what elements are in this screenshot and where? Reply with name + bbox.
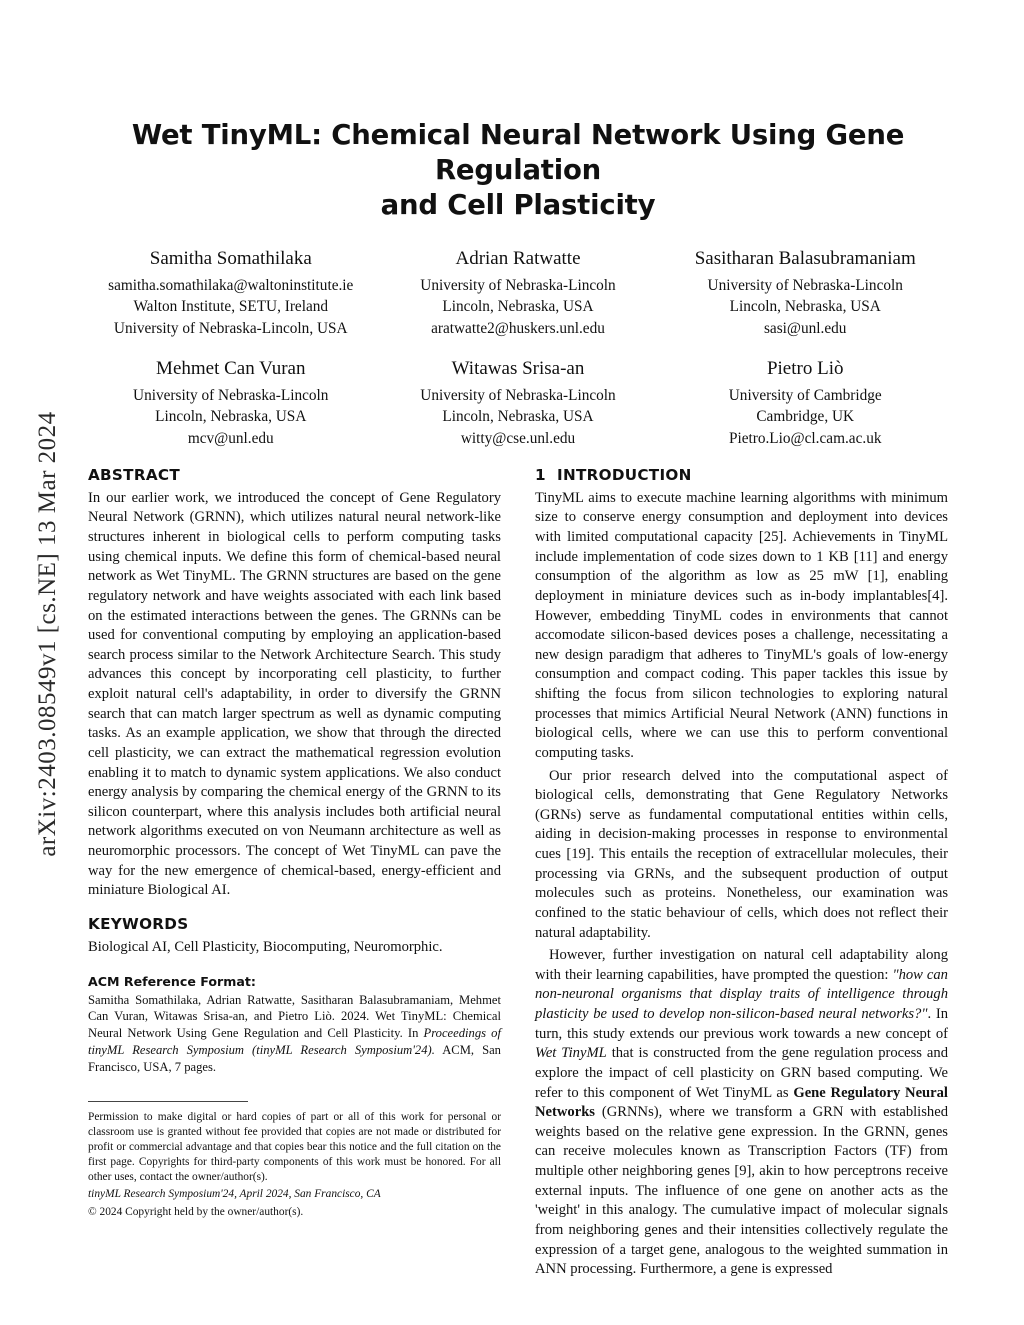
two-column-body [88,466,948,1283]
intro-paragraph-2: Our prior research delved into the computational aspect of biological cells, demonstrating that Gene Regulatory Networks (GRNs) serve as fundamental computational entities within cells, aiding in decision-making processes in response to environmental cues [19]. This entails the reception of extracellular molecules, their processing via GRNs, and the subsequent production of output molecules such as proteins. Nonetheless, our examination was confined to the static behaviour of cells, which does not reflect their natural adaptability. [535,767,948,941]
author-name: Samitha Somathilaka [149,247,312,269]
title-line-1: Wet TinyML: Chemical Neural Network Using Gene Regulation [131,119,905,187]
intro-paragraph-1: TinyML aims to execute machine learning algorithms with minimum size to conserve energy consumption and deployment into devices with limited computational capacity [25]. Achievements in TinyML include implementation of code sizes down to 1 KB [11] and energy consumption of the algorithm as low as 25 mW [1], enabling deployment in miniature devices such as in-body implantables[4]. However, embedding TinyML codes in environments that cannot accomodate silicon-based devices poses a challenge, necessitating a new design paradigm that adheres to TinyML's goals of low-energy consumption and compact coding. This paper tackles this issue by shifting the focus from silicon technologies to exploring natural processes that mimics Artificial Neural Network (ANN) functions in biological cells, where we can use this to perform conventional computing tasks. [535,489,948,761]
author-affiliation-line: University of Nebraska-Lincoln [133,386,329,404]
acm-ref-part-1: Samitha Somathilaka, Adrian Ratwatte, Sasitharan Balasubramaniam, Mehmet Can Vuran, Witawas Srisa-an, and Pietro Liò. 2024. Wet TinyML: Chemical Neural Network Using Gene Regulation and Cell Plasticity. In [88,992,501,1041]
author-affiliation-line: Lincoln, Nebraska, USA [729,298,881,316]
page-title [88,118,948,224]
author-affiliation-line: Lincoln, Nebraska, USA [442,298,594,316]
author-entry [662,246,948,340]
author-affiliation-line: Pietro.Lio@cl.cam.ac.uk [728,430,882,448]
license-permission-text: Permission to make digital or hard copies of part or all of this work for personal or classroom use is granted without fee provided that copies are not made or distributed for profit or commercial advantage and that copies bear this notice and the full citation on the first page. Copyrights for third-party components of this work must be honored. For all other uses, contact the owner/author(s). [88,1111,501,1184]
author-affiliation-line: Walton Institute, SETU, Ireland [133,298,329,316]
acm-ref-part-2: ACM, San Francisco, USA, 7 pages. [88,1042,501,1074]
author-affiliation-line: mcv@unl.edu [187,430,274,448]
acm-ref-venue: Proceedings of tinyML Research Symposium (tinyML Research Symposium'24). [88,1026,501,1057]
author-entry [375,246,661,340]
author-affiliation-line: University of Nebraska-Lincoln [420,276,616,294]
author-name: Adrian Ratwatte [455,247,581,269]
author-entry [88,246,374,340]
author-name: Pietro Liò [766,357,844,379]
acm-reference-format-heading: ACM Reference Format: [88,973,256,989]
author-affiliation-line: University of Nebraska-Lincoln [707,276,903,294]
abstract-heading: ABSTRACT [88,465,180,484]
section-title: INTRODUCTION [557,465,692,484]
license-copyright-text: © 2024 Copyright held by the owner/author(s). [88,1205,304,1218]
paper-content [88,118,948,1283]
author-affiliation-line: University of Nebraska-Lincoln, USA [113,319,348,337]
author-row-1 [88,246,948,340]
intro-p3-part-c: that is constructed from the gene regulation process and explore the impact of cell plasticity on GRN based computing. We refer to this component of Wet TinyML as [535,1045,948,1101]
author-affiliation-line: Cambridge, UK [756,408,855,426]
keywords-heading: KEYWORDS [88,914,189,933]
author-entry [375,356,661,450]
intro-p3-part-d: (GRNNs), where we transform a GRN with established weights based on the relative gene expression. In the GRNN, genes can receive molecules known as Transcription Factors (TF) from multiple other neighboring genes [9], akin to how perceptrons receive external inputs. The influence of one gene on another acts as the 'weight' in this analogy. The cumulative impact of molecular signals from neighboring genes and their intensities collectively regulate the expression of a target gene, analogous to the weighted summation in ANN processing. Furthermore, a gene is expressed [535,1104,948,1278]
author-affiliation-line: Lincoln, Nebraska, USA [155,408,307,426]
author-affiliation-line: University of Nebraska-Lincoln [420,386,616,404]
author-block [88,246,948,450]
author-affiliation-line: Lincoln, Nebraska, USA [442,408,594,426]
author-entry [88,356,374,450]
author-row-2 [88,356,948,450]
author-entry [662,356,948,450]
author-name: Witawas Srisa-an [451,357,585,379]
author-name: Sasitharan Balasubramaniam [694,247,916,269]
intro-p3-question: "how can non-neuronal organisms that display traits of intelligence through plasticity be used to develop non-silicon-based neural networks?" [535,966,948,1023]
author-affiliation-line: University of Cambridge [728,386,882,404]
license-divider [88,1101,248,1102]
abstract-text: In our earlier work, we introduced the concept of Gene Regulatory Neural Network (GRNN), which utilizes natural neural network-like structures inherent in biological cells to perform computing tasks using chemical inputs. We define this form of chemical-based neural network as Wet TinyML. The GRNN structures are based on the gene regulatory network and have weights associated with each link based on the estimated interactions between the genes. The GRNNs can be used for conventional computing by employing an application-based search process similar to the Network Architecture Search. This study advances this concept by incorporating cell plasticity, to further exploit natural cell's adaptability, in order to diversify the GRNN search that can match larger spectrum as well as dynamic computing tasks. As an example application, we show that through the directed cell plasticity, we can extract the mathematical regression evolution enabling it to match to dynamic system applications. We also conduct energy analysis by comparing the chemical energy of the GRNN to its silicon counterpart, where this analysis includes both artificial neural network algorithms executed on von Neumann architecture as well as neuromorphic processors. The concept of Wet TinyML can pave the way for the new emergence of chemical-based, energy-efficient and miniature Biological AI. [88,489,501,899]
author-name: Mehmet Can Vuran [156,357,306,379]
keywords-text: Biological AI, Cell Plasticity, Biocomputing, Neuromorphic. [88,938,443,955]
intro-p3-part-b: . In turn, this study extends our previous work towards a new concept of [535,1006,948,1042]
intro-paragraph-3 [535,946,948,1280]
introduction-heading [535,466,948,484]
author-affiliation-line: witty@cse.unl.edu [460,430,576,448]
section-number: 1 [535,465,546,484]
license-venue-text: tinyML Research Symposium'24, April 2024, San Francisco, CA [88,1188,381,1201]
author-affiliation-line: aratwatte2@huskers.unl.edu [431,319,605,337]
intro-p3-wet-tinyml: Wet TinyML [535,1045,607,1062]
right-column [535,466,948,1283]
intro-p3-part-a: However, further investigation on natural cell adaptability along with their learning capabilities, have prompted the question: [535,947,948,983]
intro-p3-grnn-term: Gene Regulatory Neural Networks [535,1084,948,1121]
left-column [88,466,501,1283]
author-affiliation-line: samitha.somathilaka@waltoninstitute.ie [108,276,354,294]
author-affiliation-line: sasi@unl.edu [763,319,847,337]
arxiv-identifier-stamp: arXiv:2403.08549v1 [cs.NE] 13 Mar 2024 [34,411,61,857]
acm-reference-text [88,992,501,1076]
title-line-2: and Cell Plasticity [380,189,656,222]
